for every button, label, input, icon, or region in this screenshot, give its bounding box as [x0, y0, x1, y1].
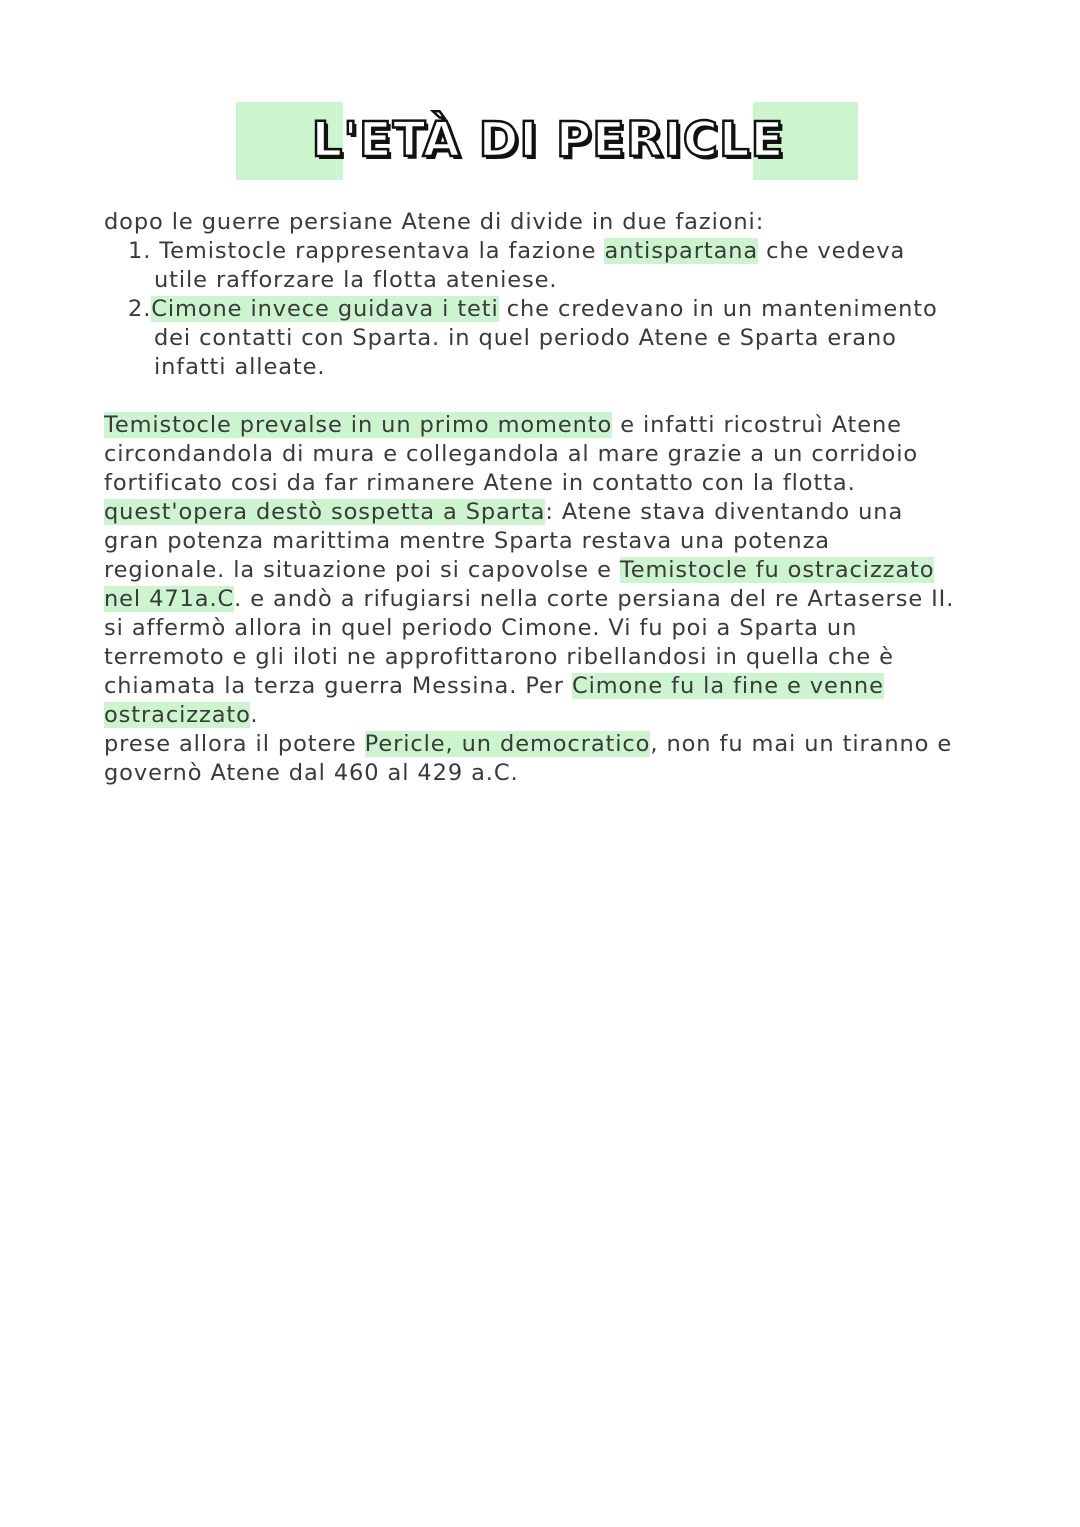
paragraph-text: , non fu mai un tiranno e: [650, 731, 953, 757]
highlighted-text: Cimone invece guidava i teti: [151, 296, 499, 322]
list-marker: 1.: [128, 238, 152, 264]
highlighted-text: Temistocle fu ostracizzato: [619, 557, 935, 583]
document-body: [104, 208, 1004, 788]
paragraph-line: gran potenza marittima mentre Sparta restava una potenza: [104, 528, 830, 554]
paragraph-line: [104, 701, 1004, 730]
highlighted-text: antispartana: [604, 238, 759, 264]
list-item-1-line-2: utile rafforzare la flotta ateniese.: [154, 267, 558, 293]
paragraph-line: [104, 672, 1004, 701]
paragraph-line: si affermò allora in quel periodo Cimone. Vi fu poi a Sparta un: [104, 615, 858, 641]
paragraph-text: regionale. la situazione poi si capovolse e: [104, 557, 620, 583]
highlighted-text: nel 471a.C: [104, 586, 235, 612]
paragraph-text: : Atene stava diventando una: [545, 499, 904, 525]
page-title: L'ETÀ DI PERICLE: [311, 112, 785, 168]
paragraph-line: [104, 498, 1004, 527]
highlighted-text: Cimone fu la fine e venne: [571, 673, 884, 699]
list-marker: 2.: [128, 296, 152, 322]
list-item-text: che credevano in un mantenimento: [498, 296, 938, 322]
highlighted-text: Temistocle prevalse in un primo momento: [104, 412, 613, 438]
paragraph-line: [104, 730, 1004, 759]
list-item-2-line-1: [104, 295, 1004, 324]
paragraph-text: .: [250, 702, 259, 728]
paragraph-line: [104, 411, 1004, 440]
paragraph-line: terremoto e gli iloti ne approfittarono ribellandosi in quella che è: [104, 644, 894, 670]
highlighted-text: ostracizzato: [104, 702, 251, 728]
paragraph-text: chiamata la terza guerra Messina. Per: [104, 673, 572, 699]
highlighted-text: Pericle, un democratico: [364, 731, 651, 757]
paragraph-line: governò Atene dal 460 al 429 a.C.: [104, 760, 519, 786]
intro-line: dopo le guerre persiane Atene di divide in due fazioni:: [104, 209, 765, 235]
paragraph-spacer: [104, 382, 1004, 411]
paragraph-text: . e andò a rifugiarsi nella corte persiana del re Artaserse II.: [234, 586, 955, 612]
list-item-1-line-1: [104, 237, 1004, 266]
paragraph-text: e infatti ricostruì Atene: [612, 412, 902, 438]
paragraph-line: [104, 585, 1004, 614]
list-item-text: Temistocle rappresentava la fazione: [159, 238, 605, 264]
paragraph-line: [104, 556, 1004, 585]
list-item-text: che vedeva: [758, 238, 906, 264]
highlighted-text: quest'opera destò sospetta a Sparta: [104, 499, 546, 525]
paragraph-line: fortificato cosi da far rimanere Atene in contatto con la flotta.: [104, 470, 856, 496]
paragraph-line: circondandola di mura e collegandola al mare grazie a un corridoio: [104, 441, 919, 467]
list-item-2-line-3: infatti alleate.: [154, 354, 326, 380]
paragraph-text: prese allora il potere: [104, 731, 365, 757]
list-item-2-line-2: dei contatti con Sparta. in quel periodo Atene e Sparta erano: [154, 325, 897, 351]
